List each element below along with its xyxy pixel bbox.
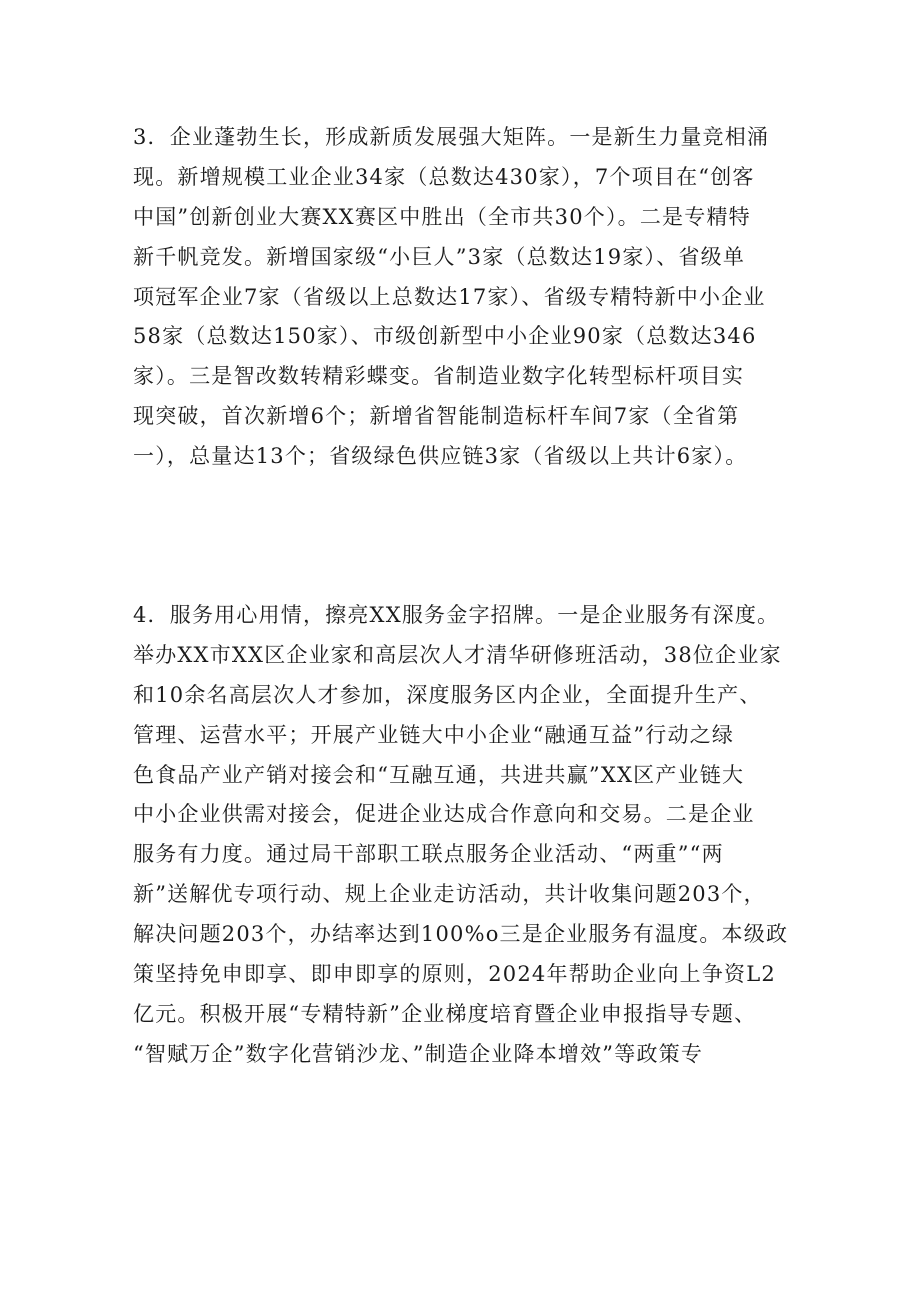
text-line: 新”送解优专项行动、规上企业走访活动，共计收集问题203个， — [133, 882, 766, 907]
text-line: 58家（总数达150家）、市级创新型中小企业90家（总数达346 — [133, 324, 757, 349]
text-line: 中国”创新创业大赛XX赛区中胜出（全市共30个）。二是专精特 — [133, 204, 751, 229]
text-line: 管理、运营水平；开展产业链大中小企业“融通互益”行动之绿 — [133, 722, 735, 747]
text-line: 新千帆竞发。新增国家级“小巨人”3家（总数达19家）、省级单 — [133, 244, 746, 269]
text-line: 服务有力度。通过局干部职工联点服务企业活动、“两重”“两 — [133, 842, 724, 867]
text-line: 家）。三是智改数转精彩蝶变。省制造业数字化转型标杆项目实 — [133, 364, 745, 389]
text-line: 举办XX市XX区企业家和高层次人才清华研修班活动，38位企业家 — [133, 642, 782, 667]
text-line: 色食品产业产销对接会和“互融互通，共进共赢”XX区产业链大 — [133, 762, 745, 787]
text-line: 解决问题203个，办结率达到100%o三是企业服务有温度。本级政 — [133, 922, 789, 947]
text-line: 3．企业蓬勃生长，形成新质发展强大矩阵。一是新生力量竞相涌 — [133, 125, 770, 149]
paragraph-4-enterprise-service — [133, 596, 793, 1075]
text-line: 和10余名高层次人才参加，深度服务区内企业，全面提升生产、 — [133, 682, 762, 707]
text-line: 现。新增规模工业企业34家（总数达430家），7个项目在“创客 — [133, 164, 755, 189]
text-line: 中小企业供需对接会，促进企业达成合作意向和交易。二是企业 — [133, 802, 755, 827]
text-line: 项冠军企业7家（省级以上总数达17家）、省级专精特新中小企业 — [133, 284, 766, 309]
text-line: “智赋万企”数字化营销沙龙、”制造企业降本增效”等政策专 — [133, 1041, 704, 1066]
text-line: 4．服务用心用情，擦亮XX服务金字招牌。一是企业服务有深度。 — [133, 603, 780, 627]
text-line: 亿元。积极开展“专精特新”企业梯度培育暨企业申报指导专题、 — [133, 1001, 757, 1026]
paragraph-3-enterprise-growth — [133, 118, 793, 477]
text-line: 策坚持免申即享、即申即享的原则，2024年帮助企业向上争资L2 — [133, 962, 776, 987]
text-line: 现突破，首次新增6个；新增省智能制造标杆车间7家（全省第 — [133, 404, 740, 429]
text-line: 一），总量达13个；省级绿色供应链3家（省级以上共计6家）。 — [133, 444, 748, 469]
